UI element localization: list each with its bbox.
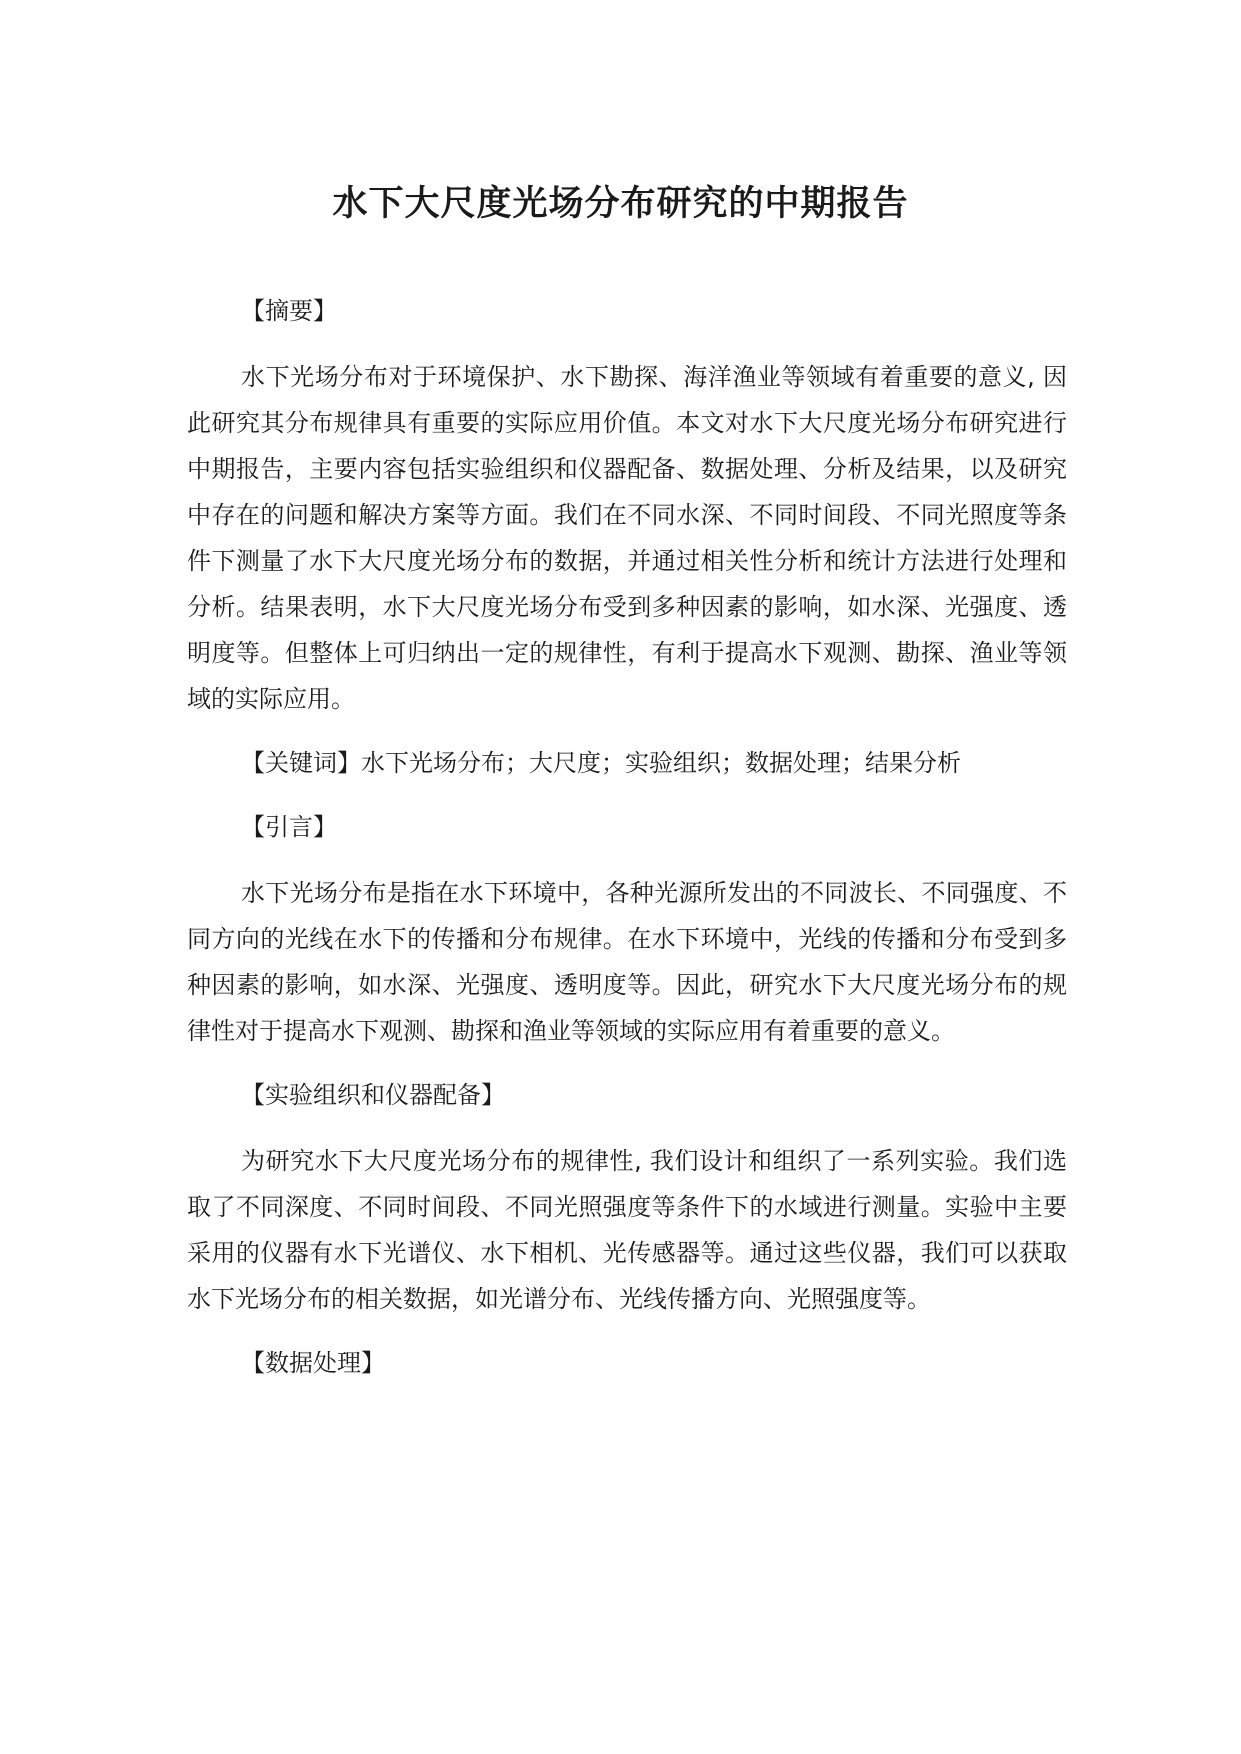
abstract-paragraph: 水下光场分布对于环境保护、水下勘探、海洋渔业等领域有着重要的意义, 因此研究其分布规律具有重要的实际应用价值。本文对水下大尺度光场分布研究进行中期报告，主要内容包括实验组织和仪器配备、数据处理、分析及结果，以及研究中存在的问题和解决方案等方面。我们在不同水深、不同时间段、不同光照度等条件下测量了水下大尺度光场分布的数据，并通过相关性分析和统计方法进行处理和分析。结果表明，水下大尺度光场分布受到多种因素的影响，如水深、光强度、透明度等。但整体上可归纳出一定的规律性，有利于提高水下观测、勘探、渔业等领域的实际应用。 bbox=[187, 363, 1067, 713]
experiment-heading: 【实验组织和仪器配备】 bbox=[241, 1081, 505, 1109]
document-body bbox=[187, 288, 1067, 1406]
data-processing-heading: 【数据处理】 bbox=[241, 1349, 385, 1377]
intro-heading: 【引言】 bbox=[241, 813, 337, 841]
document-title: 水下大尺度光场分布研究的中期报告 bbox=[332, 184, 909, 224]
keywords-paragraph: 【关键词】水下光场分布；大尺度；实验组织；数据处理；结果分析 bbox=[241, 749, 961, 777]
intro-paragraph: 水下光场分布是指在水下环境中，各种光源所发出的不同波长、不同强度、不同方向的光线在水下的传播和分布规律。在水下环境中，光线的传播和分布受到多种因素的影响，如水深、光强度、透明度等。因此，研究水下大尺度光场分布的规律性对于提高水下观测、勘探和渔业等领域的实际应用有着重要的意义。 bbox=[187, 879, 1067, 1045]
abstract-heading: 【摘要】 bbox=[241, 297, 337, 325]
experiment-paragraph: 为研究水下大尺度光场分布的规律性, 我们设计和组织了一系列实验。我们选取了不同深度、不同时间段、不同光照强度等条件下的水域进行测量。实验中主要采用的仪器有水下光谱仪、水下相机、光传感器等。通过这些仪器，我们可以获取水下光场分布的相关数据，如光谱分布、光线传播方向、光照强度等。 bbox=[187, 1147, 1067, 1313]
